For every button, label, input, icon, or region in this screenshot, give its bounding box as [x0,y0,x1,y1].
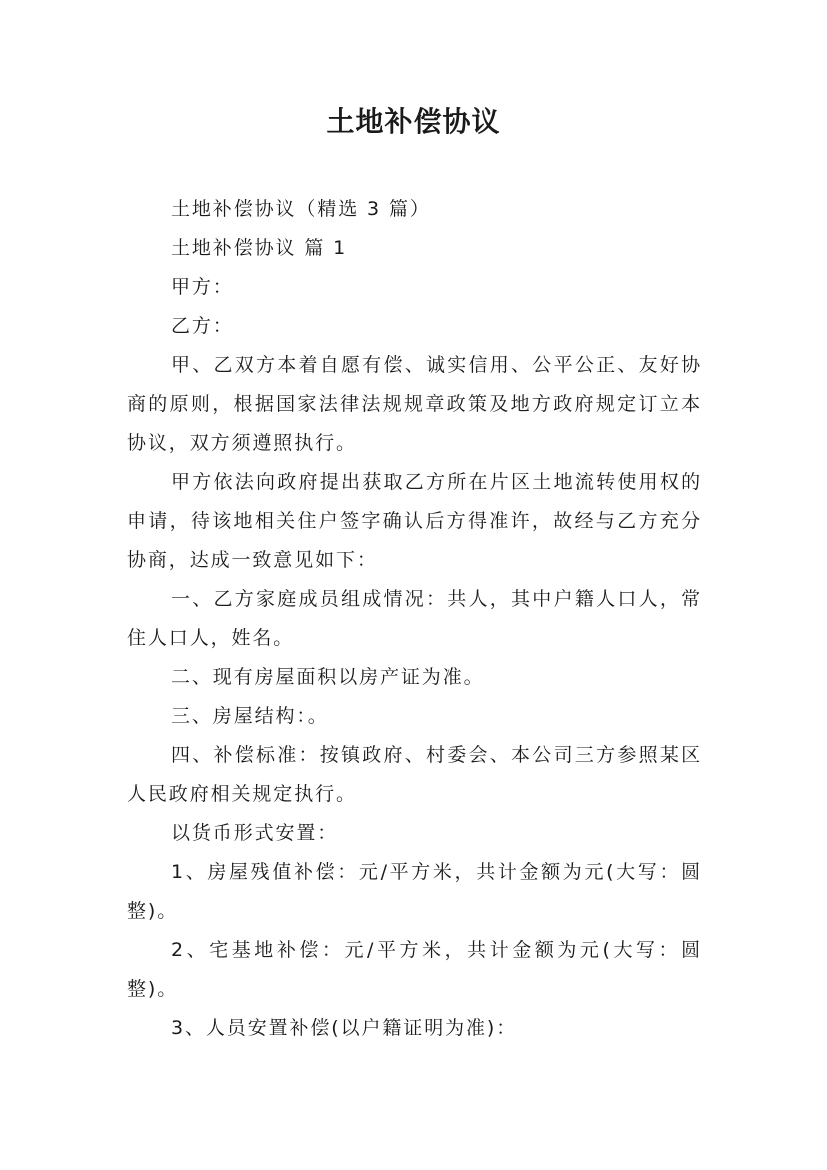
paragraph-monetary-settlement: 以货币形式安置： [171,822,339,844]
paragraph-clause-4: 四、补偿标准：按镇政府、村委会、本公司三方参照某区人民政府相关规定执行。 [127,744,702,805]
paragraph-item-1: 1、房屋残值补偿：元/平方米，共计金额为元(大写：圆整)。 [127,861,702,922]
document-title: 土地补偿协议 [326,105,501,138]
document-body [127,190,702,1048]
paragraph-section-heading: 土地补偿协议 篇 1 [171,237,348,259]
paragraph-clause-1: 一、乙方家庭成员组成情况：共人，其中户籍人口人，常住人口人，姓名。 [127,588,702,649]
paragraph-subtitle: 土地补偿协议（精选 3 篇） [171,198,431,220]
paragraph-application: 甲方依法向政府提出获取乙方所在片区土地流转使用权的申请，待该地相关住户签字确认后方得准许，故经与乙方充分协商，达成一致意见如下： [127,471,702,571]
paragraph-item-3: 3、人员安置补偿(以户籍证明为准)： [171,1017,518,1039]
paragraph-item-2: 2、宅基地补偿：元/平方米，共计金额为元(大写：圆整)。 [127,939,702,1000]
paragraph-clause-3: 三、房屋结构：。 [171,705,329,727]
paragraph-party-a: 甲方： [171,276,234,298]
paragraph-clause-2: 二、现有房屋面积以房产证为准。 [171,666,485,688]
paragraph-party-b: 乙方： [171,315,234,337]
paragraph-principles: 甲、乙双方本着自愿有偿、诚实信用、公平公正、友好协商的原则，根据国家法律法规规章政策及地方政府规定订立本协议，双方须遵照执行。 [127,354,702,454]
